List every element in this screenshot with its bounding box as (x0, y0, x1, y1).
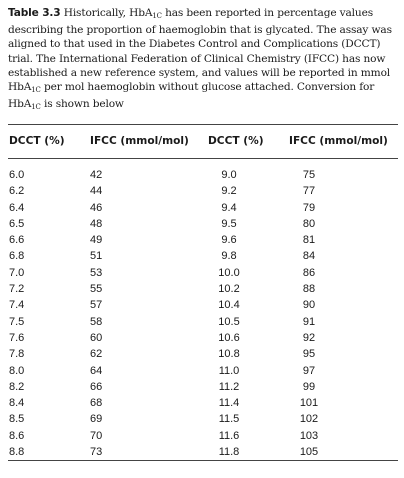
table-row (0, 281, 404, 297)
ifcc-right-cell: 81 (302, 234, 316, 247)
header-dcct-right: DCCT (%) (208, 135, 264, 147)
table-number: Table 3.3 (8, 7, 61, 19)
dcct-right-cell: 10.6 (218, 331, 240, 344)
header-rule (8, 158, 398, 159)
header-ifcc-right: IFCC (mmol/mol) (289, 135, 388, 147)
dcct-left-cell: 6.8 (9, 250, 25, 263)
dcct-right-cell: 11.4 (218, 397, 240, 410)
ifcc-right-cell: 95 (302, 348, 316, 361)
dcct-left-cell: 6.6 (9, 234, 25, 247)
ifcc-left-cell: 57 (90, 299, 103, 312)
ifcc-left-cell: 69 (90, 413, 103, 426)
header-dcct-left: DCCT (%) (9, 135, 65, 147)
ifcc-left-cell: 49 (90, 234, 103, 247)
table-caption (8, 6, 400, 114)
dcct-left-cell: 8.8 (9, 446, 25, 459)
dcct-right-cell: 9.2 (221, 185, 237, 198)
caption-subscript: 1C (31, 86, 41, 95)
table-row (0, 428, 404, 444)
ifcc-right-cell: 102 (299, 413, 319, 426)
ifcc-right-cell: 84 (302, 250, 316, 263)
table-row (0, 395, 404, 411)
header-ifcc-left: IFCC (mmol/mol) (90, 135, 189, 147)
dcct-left-cell: 8.0 (9, 364, 25, 377)
table-bottom-rule (8, 460, 398, 461)
caption-text: has been reported in percentage values describing the proportion of haemoglobin that is glycated. The assay was aligned to that used in the Diabetes Control and Complications (DCCT) trial. The International Federation of Clinical Chemistry (IFCC) has now established a new reference system, and values will be reported in mmol HbA (8, 7, 392, 94)
table-row (0, 297, 404, 313)
ifcc-right-cell: 92 (302, 331, 316, 344)
ifcc-right-cell: 103 (299, 429, 319, 442)
table-row (0, 411, 404, 427)
dcct-right-cell: 10.8 (218, 348, 240, 361)
dcct-right-cell: 11.2 (218, 380, 240, 393)
dcct-right-cell: 11.8 (218, 446, 240, 459)
dcct-left-cell: 7.6 (9, 331, 25, 344)
table-row (0, 363, 404, 379)
ifcc-right-cell: 90 (302, 299, 316, 312)
caption-text: is shown below (40, 98, 124, 111)
ifcc-right-cell: 79 (302, 201, 316, 214)
caption-subscript: 1C (31, 103, 41, 112)
table-row (0, 379, 404, 395)
dcct-right-cell: 10.4 (218, 299, 240, 312)
table-row (0, 200, 404, 216)
ifcc-right-cell: 91 (302, 315, 316, 328)
dcct-right-cell: 11.5 (218, 413, 240, 426)
ifcc-right-cell: 105 (299, 446, 319, 459)
dcct-right-cell: 10.2 (218, 283, 240, 296)
ifcc-right-cell: 88 (302, 283, 316, 296)
ifcc-left-cell: 51 (90, 250, 103, 263)
dcct-left-cell: 8.4 (9, 397, 25, 410)
table-row (0, 444, 404, 460)
dcct-left-cell: 7.2 (9, 283, 25, 296)
table-row (0, 314, 404, 330)
table-row (0, 167, 404, 183)
table-row (0, 248, 404, 264)
ifcc-left-cell: 53 (90, 266, 103, 279)
table-row (0, 232, 404, 248)
ifcc-left-cell: 62 (90, 348, 103, 361)
table-row (0, 183, 404, 199)
ifcc-left-cell: 60 (90, 331, 103, 344)
dcct-left-cell: 6.5 (9, 217, 25, 230)
dcct-left-cell: 7.5 (9, 315, 25, 328)
ifcc-left-cell: 68 (90, 397, 103, 410)
ifcc-right-cell: 86 (302, 266, 316, 279)
table-row (0, 346, 404, 362)
ifcc-left-cell: 46 (90, 201, 103, 214)
dcct-right-cell: 10.5 (218, 315, 240, 328)
ifcc-left-cell: 48 (90, 217, 103, 230)
dcct-right-cell: 10.0 (218, 266, 240, 279)
dcct-right-cell: 11.0 (218, 364, 240, 377)
caption-text: per mol haemoglobin without glucose attached. Conversion for HbA (8, 81, 375, 111)
dcct-right-cell: 11.6 (218, 429, 240, 442)
ifcc-left-cell: 73 (90, 446, 103, 459)
ifcc-right-cell: 75 (302, 169, 316, 181)
table-row (0, 330, 404, 346)
ifcc-left-cell: 70 (90, 429, 103, 442)
dcct-right-cell: 9.0 (221, 169, 237, 181)
ifcc-left-cell: 58 (90, 315, 103, 328)
ifcc-left-cell: 55 (90, 283, 103, 296)
dcct-left-cell: 8.2 (9, 380, 25, 393)
ifcc-right-cell: 77 (302, 185, 316, 198)
conversion-table-body (0, 167, 404, 460)
ifcc-right-cell: 97 (302, 364, 316, 377)
caption-subscript: 1C (152, 12, 162, 20)
dcct-left-cell: 6.4 (9, 201, 25, 214)
table-row (0, 216, 404, 232)
dcct-right-cell: 9.8 (221, 250, 237, 263)
ifcc-right-cell: 80 (302, 217, 316, 230)
dcct-right-cell: 9.4 (221, 201, 237, 214)
ifcc-left-cell: 44 (90, 185, 103, 198)
dcct-left-cell: 7.8 (9, 348, 25, 361)
ifcc-left-cell: 64 (90, 364, 103, 377)
dcct-left-cell: 6.0 (9, 169, 25, 181)
dcct-right-cell: 9.6 (221, 234, 237, 247)
ifcc-right-cell: 99 (302, 380, 316, 393)
dcct-left-cell: 8.6 (9, 429, 25, 442)
dcct-left-cell: 8.5 (9, 413, 25, 426)
table-row (0, 265, 404, 281)
dcct-left-cell: 6.2 (9, 185, 25, 198)
ifcc-right-cell: 101 (299, 397, 319, 410)
ifcc-left-cell: 42 (90, 169, 103, 181)
dcct-right-cell: 9.5 (221, 217, 237, 230)
caption-text: Historically, HbA (60, 7, 153, 19)
dcct-left-cell: 7.4 (9, 299, 25, 312)
dcct-left-cell: 7.0 (9, 266, 25, 279)
table-top-rule (8, 124, 398, 125)
ifcc-left-cell: 66 (90, 380, 103, 393)
